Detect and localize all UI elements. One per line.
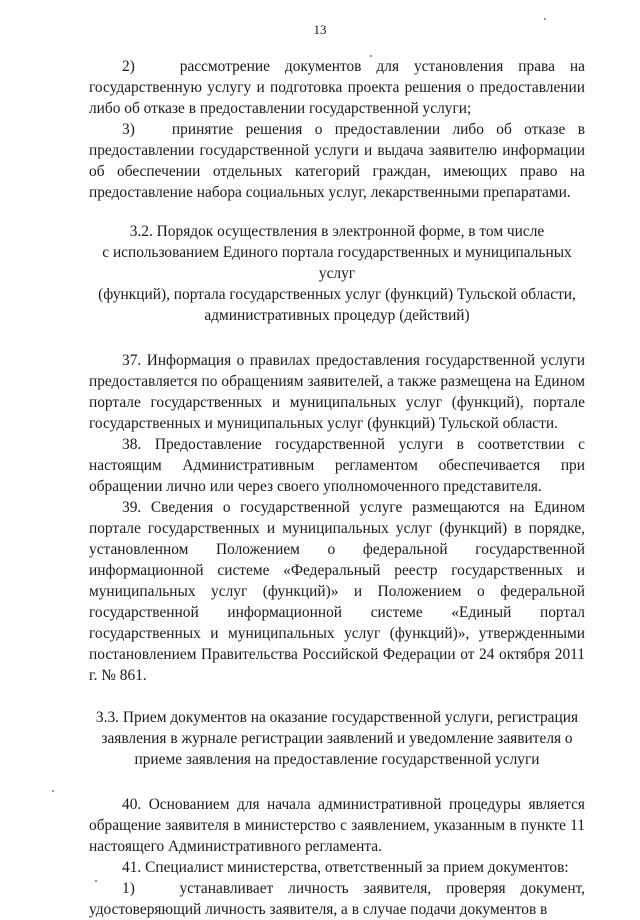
paragraph-40: 40. Основанием для начала административной процедуры является обращение заявителя в министерство с заявлением, указанным в пункте 11 настоящего Административного регламента. [89, 796, 585, 855]
paragraph-38: 38. Предоставление государственной услуги в соответствии с настоящим Административным регламентом обеспечивается при обращении лично или через своего уполномоченного представителя. [89, 436, 585, 495]
scan-speck [95, 880, 97, 882]
heading-line: заявления в журнале регистрации заявлений и уведомление заявителя о [101, 730, 573, 747]
paragraph-item-2: 2) рассмотрение документов для установления права на государственную услугу и подготовка проекта решения о предоставлении либо об отказе в предоставлении государственной услуги; [89, 58, 585, 117]
scan-speck [544, 18, 546, 20]
heading-line: 3.3. Прием документов на оказание государственной услуги, регистрация [95, 709, 579, 726]
heading-line: (функций), портала государственных услуг (функций) Тульской области, [98, 286, 576, 303]
paragraph-41: 41. Специалист министерства, ответственный за прием документов: [122, 859, 569, 876]
paragraph-41-item-1: 1) устанавливает личность заявителя, проверяя документ, удостоверяющий личность заявителя, а в случае подачи документов в [89, 880, 585, 918]
section-heading-3-2 [89, 221, 585, 326]
heading-line: 3.2. Порядок осуществления в электронной форме, в том числе [129, 223, 545, 240]
scan-speck [52, 790, 54, 792]
section-heading-3-3 [89, 707, 585, 770]
paragraph-37: 37. Информация о правилах предоставления государственной услуги предоставляется по обращениям заявителей, а также размещена на Едином портале государственных и муниципальных услуг (функций), портале государственных и муниципальных услуг (функций) Тульской области. [89, 352, 585, 432]
paragraph-item-3: 3) принятие решения о предоставлении либо об отказе в предоставлении государственной услуги и выдача заявителю информации об обеспечении отдельных категорий граждан, имеющих право на предоставление набора социальных услуг, лекарственными препаратами. [89, 121, 585, 201]
heading-line: приеме заявления на предоставление государственной услуги [134, 751, 540, 768]
document-body [89, 56, 585, 920]
paragraph-39: 39. Сведения о государственной услуге размещаются на Едином портале государственных и муниципальных услуг (функций) в порядке, установленном Положением о федеральной государственной информационной системе «Федеральный реестр государственных и муниципальных услуг (функций)» и Положением о федеральной государственной информационной системе «Единый портал государственных и муниципальных услуг (функций)», утвержденными постановлением Правительства Российской Федерации от 24 октября 2011 г. № 861. [89, 499, 585, 684]
heading-line: с использованием Единого портала государственных и муниципальных услуг [102, 244, 572, 282]
scan-speck [370, 55, 372, 57]
page-number: 13 [313, 22, 327, 37]
heading-line: административных процедур (действий) [204, 307, 470, 324]
